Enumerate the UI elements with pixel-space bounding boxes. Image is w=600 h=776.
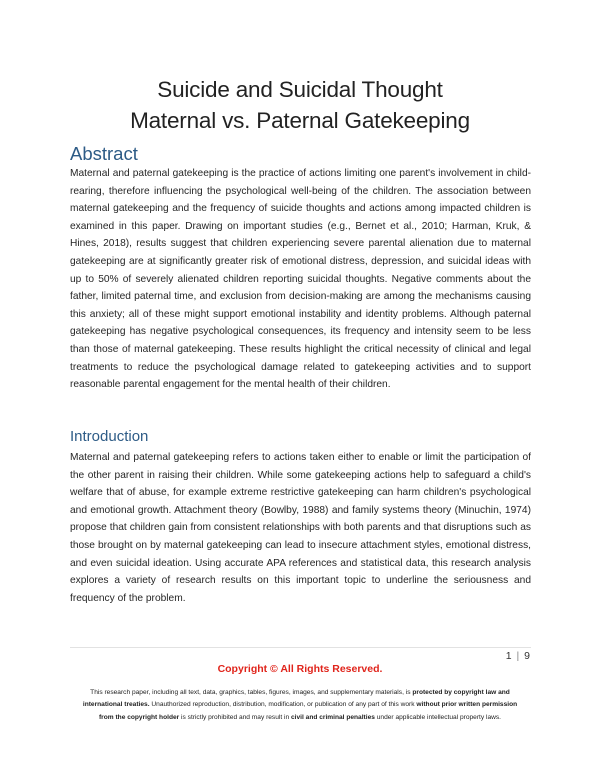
page-current: 1: [505, 650, 512, 662]
notice-text-4: under applicable intellectual property laws.: [374, 713, 502, 721]
notice-text-1: This research paper, including all text, data, graphics, tables, figures, images, and supplementary materials, is: [90, 689, 413, 696]
notice-bold-2: without prior written permission from the copyright holder: [98, 701, 518, 721]
notice-text-3: is strictly prohibited and may result in: [179, 713, 291, 721]
copyright-notice: Copyright © All Rights Reserved.: [217, 663, 383, 675]
notice-bold-1: protected by copyright law and international treaties.: [82, 689, 510, 709]
abstract-paragraph: Maternal and paternal gatekeeping is the practice of actions limiting one parent's involvement in child-rearing, therefore influencing the psychological well-being of the children. The association between maternal gatekeeping and the frequency of suicide thoughts and actions among impacted children is examined in this paper. Drawing on important studies (e.g., Bernet et al., 2010; Harman, Kruk, & Hines, 2018), results suggest that children experiencing severe parental alienation due to maternal gatekeeping are at significantly greater risk of emotional distress, depression, and suicidal ideas with up to 50% of severely alienated children reporting suicidal thoughts. Negative comments about the father, limited paternal time, and exclusion from decision-making are among the mechanisms causing this anxiety; all of these might support emotional instability and identity problems. Although paternal gatekeeping has negative psychological consequences, its frequency and intensity seem to be less than those of maternal gatekeeping. These results highlight the critical necessity of clinical and legal treatments to reduce the psychological damage related to gatekeeping activities and to support reasonable parental engagement for the mental health of their children.: [70, 168, 531, 391]
page-title: [0, 74, 600, 136]
abstract-heading: Abstract: [70, 143, 138, 164]
title-line-1: Suicide and Suicidal Thought: [157, 77, 443, 102]
notice-text-2: Unauthorized reproduction, distribution, modification, or publication of any part of this work: [149, 701, 417, 709]
page-separator: |: [516, 650, 520, 662]
footer-divider: [70, 647, 531, 648]
introduction-heading: Introduction: [70, 428, 149, 445]
legal-notice: [80, 687, 520, 724]
page-number: [506, 650, 530, 662]
page-total: 9: [524, 650, 530, 662]
notice-bold-3: civil and criminal penalties: [291, 713, 375, 721]
title-line-2: Maternal vs. Paternal Gatekeeping: [130, 108, 470, 133]
introduction-paragraph: Maternal and paternal gatekeeping refers to actions taken either to enable or limit the participation of the other parent in raising their children. While some gatekeeping actions help to safeguard a child's welfare that of abuse, for example extreme restrictive gatekeeping can harm children's psychological and emotional growth. Attachment theory (Bowlby, 1988) and family systems theory (Minuchin, 1974) propose that children gain from consistent relationships with both parents and that disruptions such as those brought on by maternal gatekeeping can lead to insecure attachment styles, emotional distress, and even suicidal ideation. Using accurate APA references and statistical data, this research analysis explores a variety of research results on this important topic to underline the seriousness and frequency of the problem.: [70, 452, 531, 604]
